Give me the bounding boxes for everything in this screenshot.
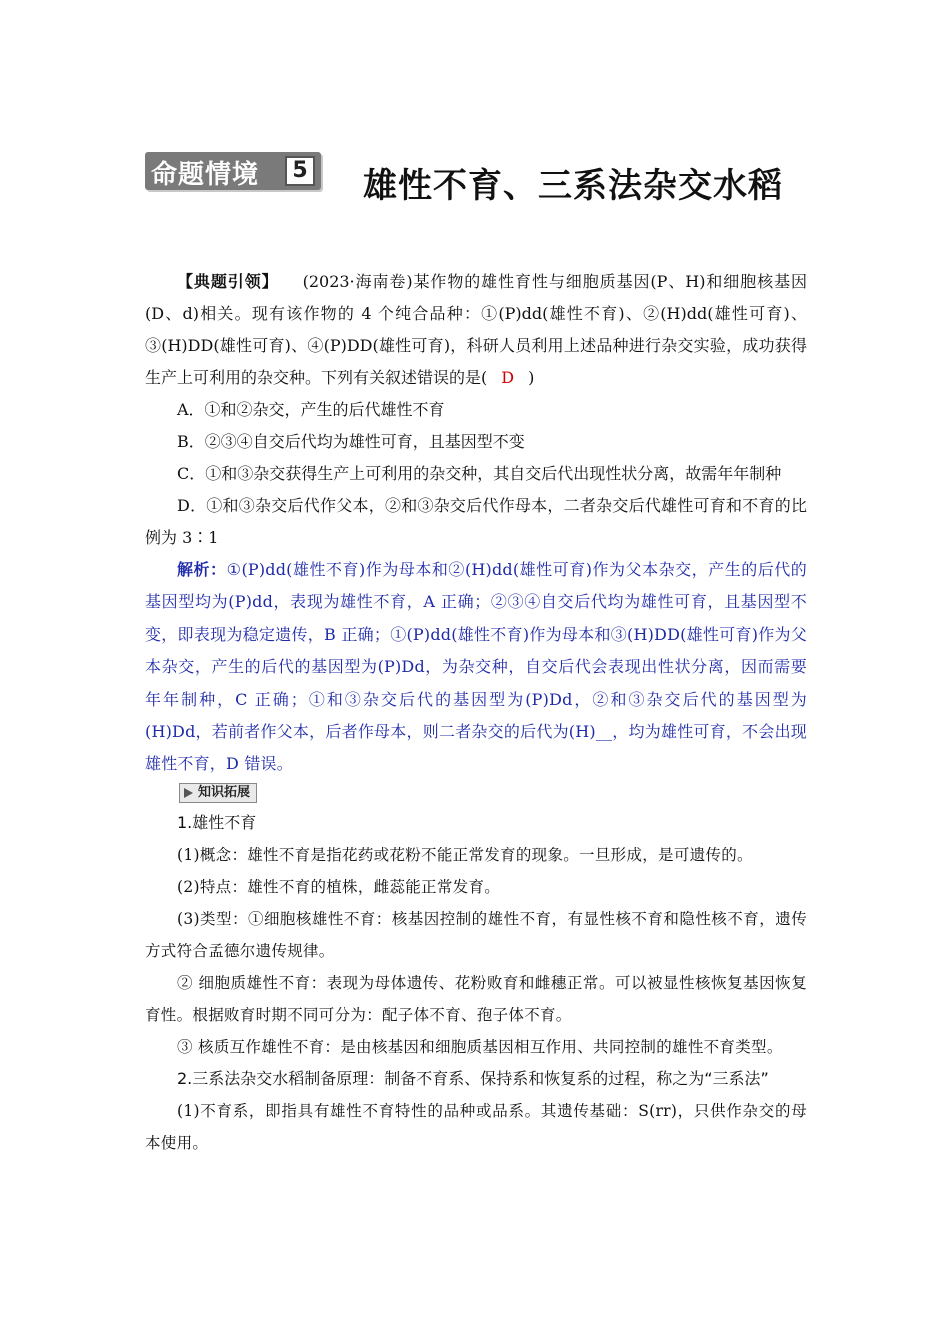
- knowledge-box-text: 知识拓展: [198, 784, 251, 800]
- question-label: 【典题引领】: [177, 272, 279, 291]
- analysis-paragraph: [145, 554, 807, 781]
- section-header: [145, 152, 815, 206]
- option-c: C．①和③杂交获得生产上可利用的杂交种，其自交后代出现性状分离，故需年年制种: [177, 464, 782, 483]
- answer-key: D: [501, 368, 515, 387]
- question-text: (2023·海南卷)某作物的雄性育性与细胞质基因(P、H)和细胞核基因(D、d)相关。现有该作物的 4 个纯合品种：①(P)dd(雄性不育)、②(H)dd(雄性可育)、③(H)DD(雄性可育)、④(P)DD(雄性可育)，科研人员利用上述品种进行杂交实验，成功获得生产上可利用的杂交种。下列有关叙述错误的是(: [145, 272, 808, 387]
- s1-item: (3)类型：①细胞核雄性不育：核基因控制的雄性不育，有显性核不育和隐性核不育，遗传方式符合孟德尔遗传规律。: [145, 909, 807, 960]
- knowledge-box-label: [179, 783, 257, 803]
- topic-badge: [145, 152, 321, 190]
- question-stem: [145, 266, 807, 394]
- section-2-title: 2.三系法杂交水稻制备原理：制备不育系、保持系和恢复系的过程，称之为“三系法”: [177, 1068, 769, 1088]
- s1-item: (2)特点：雄性不育的植株，雌蕊能正常发育。: [177, 877, 501, 896]
- badge-number: 5: [285, 156, 315, 186]
- badge-label: 命题情境: [151, 160, 260, 190]
- document-body: [145, 266, 807, 1159]
- option-b: B．②③④自交后代均为雄性可育，且基因型不变: [177, 432, 525, 451]
- s2-item: (1)不育系，即指具有雄性不育特性的品种或品系。其遗传基础：S(rr)，只供作杂交的母本使用。: [145, 1101, 807, 1152]
- page-title: 雄性不育、三系法杂交水稻: [363, 166, 783, 206]
- option-a: A．①和②杂交，产生的后代雄性不育: [177, 400, 445, 419]
- question-stem-end: ): [528, 368, 535, 387]
- s1-item: (1)概念：雄性不育是指花药或花粉不能正常发育的现象。一旦形成，是可遗传的。: [177, 845, 753, 864]
- section-1-title: 1.雄性不育: [177, 812, 257, 832]
- option-d: D．①和③杂交后代作父本，②和③杂交后代作母本，二者杂交后代雄性可育和不育的比例为 3∶1: [145, 496, 807, 547]
- analysis-label: 解析：: [177, 560, 227, 579]
- s1-item: ② 细胞质雄性不育：表现为母体遗传、花粉败育和雌穗正常。可以被显性核恢复基因恢复育性。根据败育时期不同可分为：配子体不育、孢子体不育。: [145, 973, 807, 1024]
- s1-item: ③ 核质互作雄性不育：是由核基因和细胞质基因相互作用、共同控制的雄性不育类型。: [177, 1037, 783, 1056]
- analysis-text: ①(P)dd(雄性不育)作为母本和②(H)dd(雄性可育)作为父本杂交，产生的后代的基因型均为(P)dd，表现为雄性不育，A 正确；②③④自交后代均为雄性可育，且基因型不变，即表现为稳定遗传，B 正确；①(P)dd(雄性不育)作为母本和③(H)DD(雄性可育)作为父本杂交，产生的后代的基因型为(P)Dd，为杂交种，自交后代会表现出性状分离，因而需要年年制种，C 正确；①和③杂交后代的基因型为(P)Dd，②和③杂交后代的基因型为(H)Dd，若前者作父本，后者作母本，则二者杂交的后代为(H)__，均为雄性可育，不会出现雄性不育，D 错误。: [145, 560, 807, 774]
